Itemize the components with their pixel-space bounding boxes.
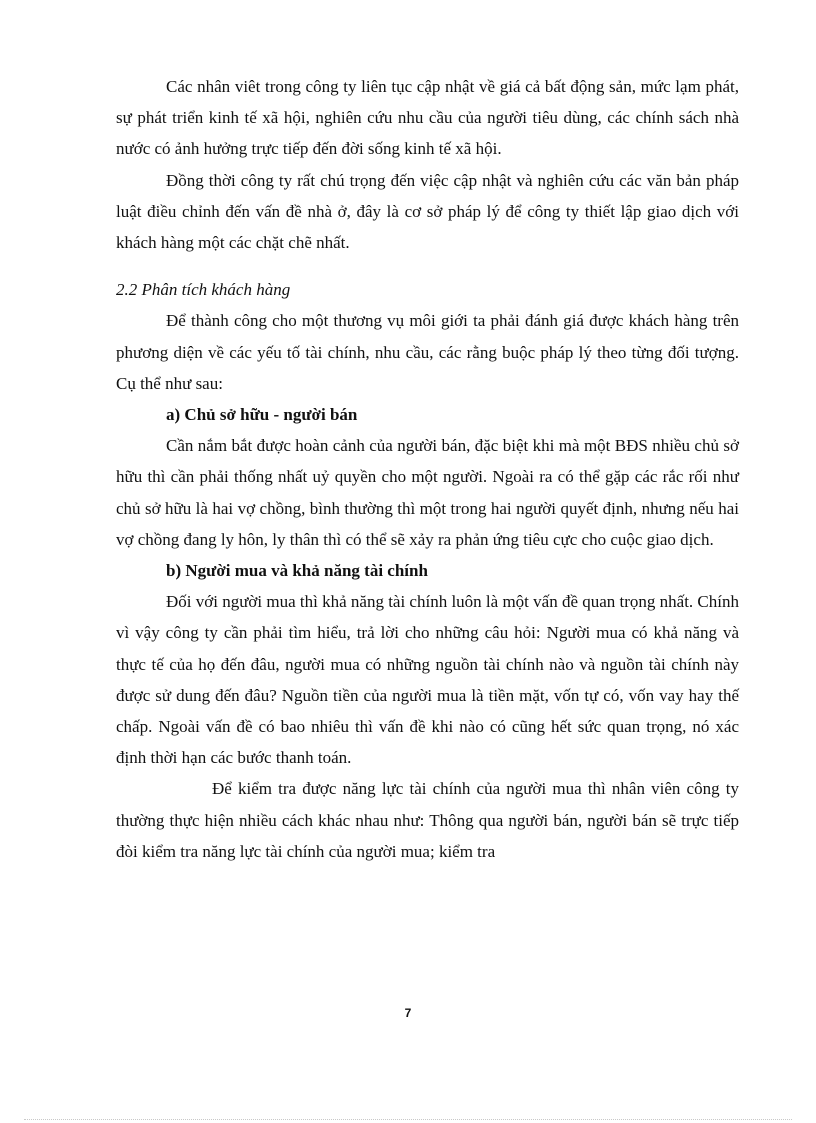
page-number: 7: [404, 1006, 412, 1020]
paragraph-buyer-finance: Đối với người mua thì khả năng tài chính luôn là một vấn đề quan trọng nhất. Chính vì vậy công ty cần phải tìm hiểu, trả lời cho những câu hỏi: Người mua có khả năng và thực tế của họ đến đâu, người mua có những nguồn tài chính nào và nguồn tài chính này được sử dung đến đâu? Nguồn tiền của người mua là tiền mặt, vốn tự có, vốn vay hay thế chấp. Ngoài vấn đề có bao nhiêu thì vấn đề khi nào có cũng hết sức quan trọng, nó xác định thời hạn các bước thanh toán.: [116, 592, 739, 768]
subheading-buyer-finance: b) Người mua và khả năng tài chính: [166, 561, 428, 581]
body-text: [116, 71, 739, 867]
paragraph-finance-check: Để kiểm tra được năng lực tài chính của người mua thì nhân viên công ty thường thực hiện nhiều cách khác nhau như: Thông qua người bán, người bán sẽ trực tiếp đòi kiểm tra năng lực tài chính của người mua; kiểm tra: [116, 779, 739, 861]
section-heading-customer-analysis: 2.2 Phân tích khách hàng: [116, 280, 291, 300]
paragraph-seller-situation: Cần nắm bắt được hoàn cảnh của người bán, đặc biệt khi mà một BĐS nhiều chủ sở hữu thì cần phải thống nhất uỷ quyền cho một người. Ngoài ra có thể gặp các rắc rối như chủ sở hữu là hai vợ chồng, bình thường thì một trong hai người quyết định, nhưng nếu hai vợ chồng đang ly hôn, ly thân thì có thể sẽ xảy ra phản ứng tiêu cực cho cuộc giao dịch.: [116, 436, 739, 549]
subheading-owner-seller: a) Chủ sở hữu - người bán: [166, 405, 358, 425]
paragraph-customer-evaluation: Để thành công cho một thương vụ môi giới ta phải đánh giá được khách hàng trên phương diện về các yếu tố tài chính, nhu cầu, các rằng buộc pháp lý theo từng đối tượng. Cụ thể như sau:: [116, 311, 739, 393]
paragraph-staff-updates: Các nhân viêt trong công ty liên tục cập nhật về giá cả bất động sản, mức lạm phát, sự phát triển kinh tế xã hội, nghiên cứu nhu cầu của người tiêu dùng, các chính sách nhà nước có ảnh hưởng trực tiếp đến đời sống kinh tế xã hội.: [116, 77, 739, 159]
paragraph-legal-research: Đồng thời công ty rất chú trọng đến việc cập nhật và nghiên cứu các văn bản pháp luật điều chỉnh đến vấn đề nhà ở, đây là cơ sở pháp lý để công ty thiết lập giao dịch với khách hàng một các chặt chẽ nhất.: [116, 170, 739, 253]
page-bottom-divider: [24, 1119, 792, 1120]
